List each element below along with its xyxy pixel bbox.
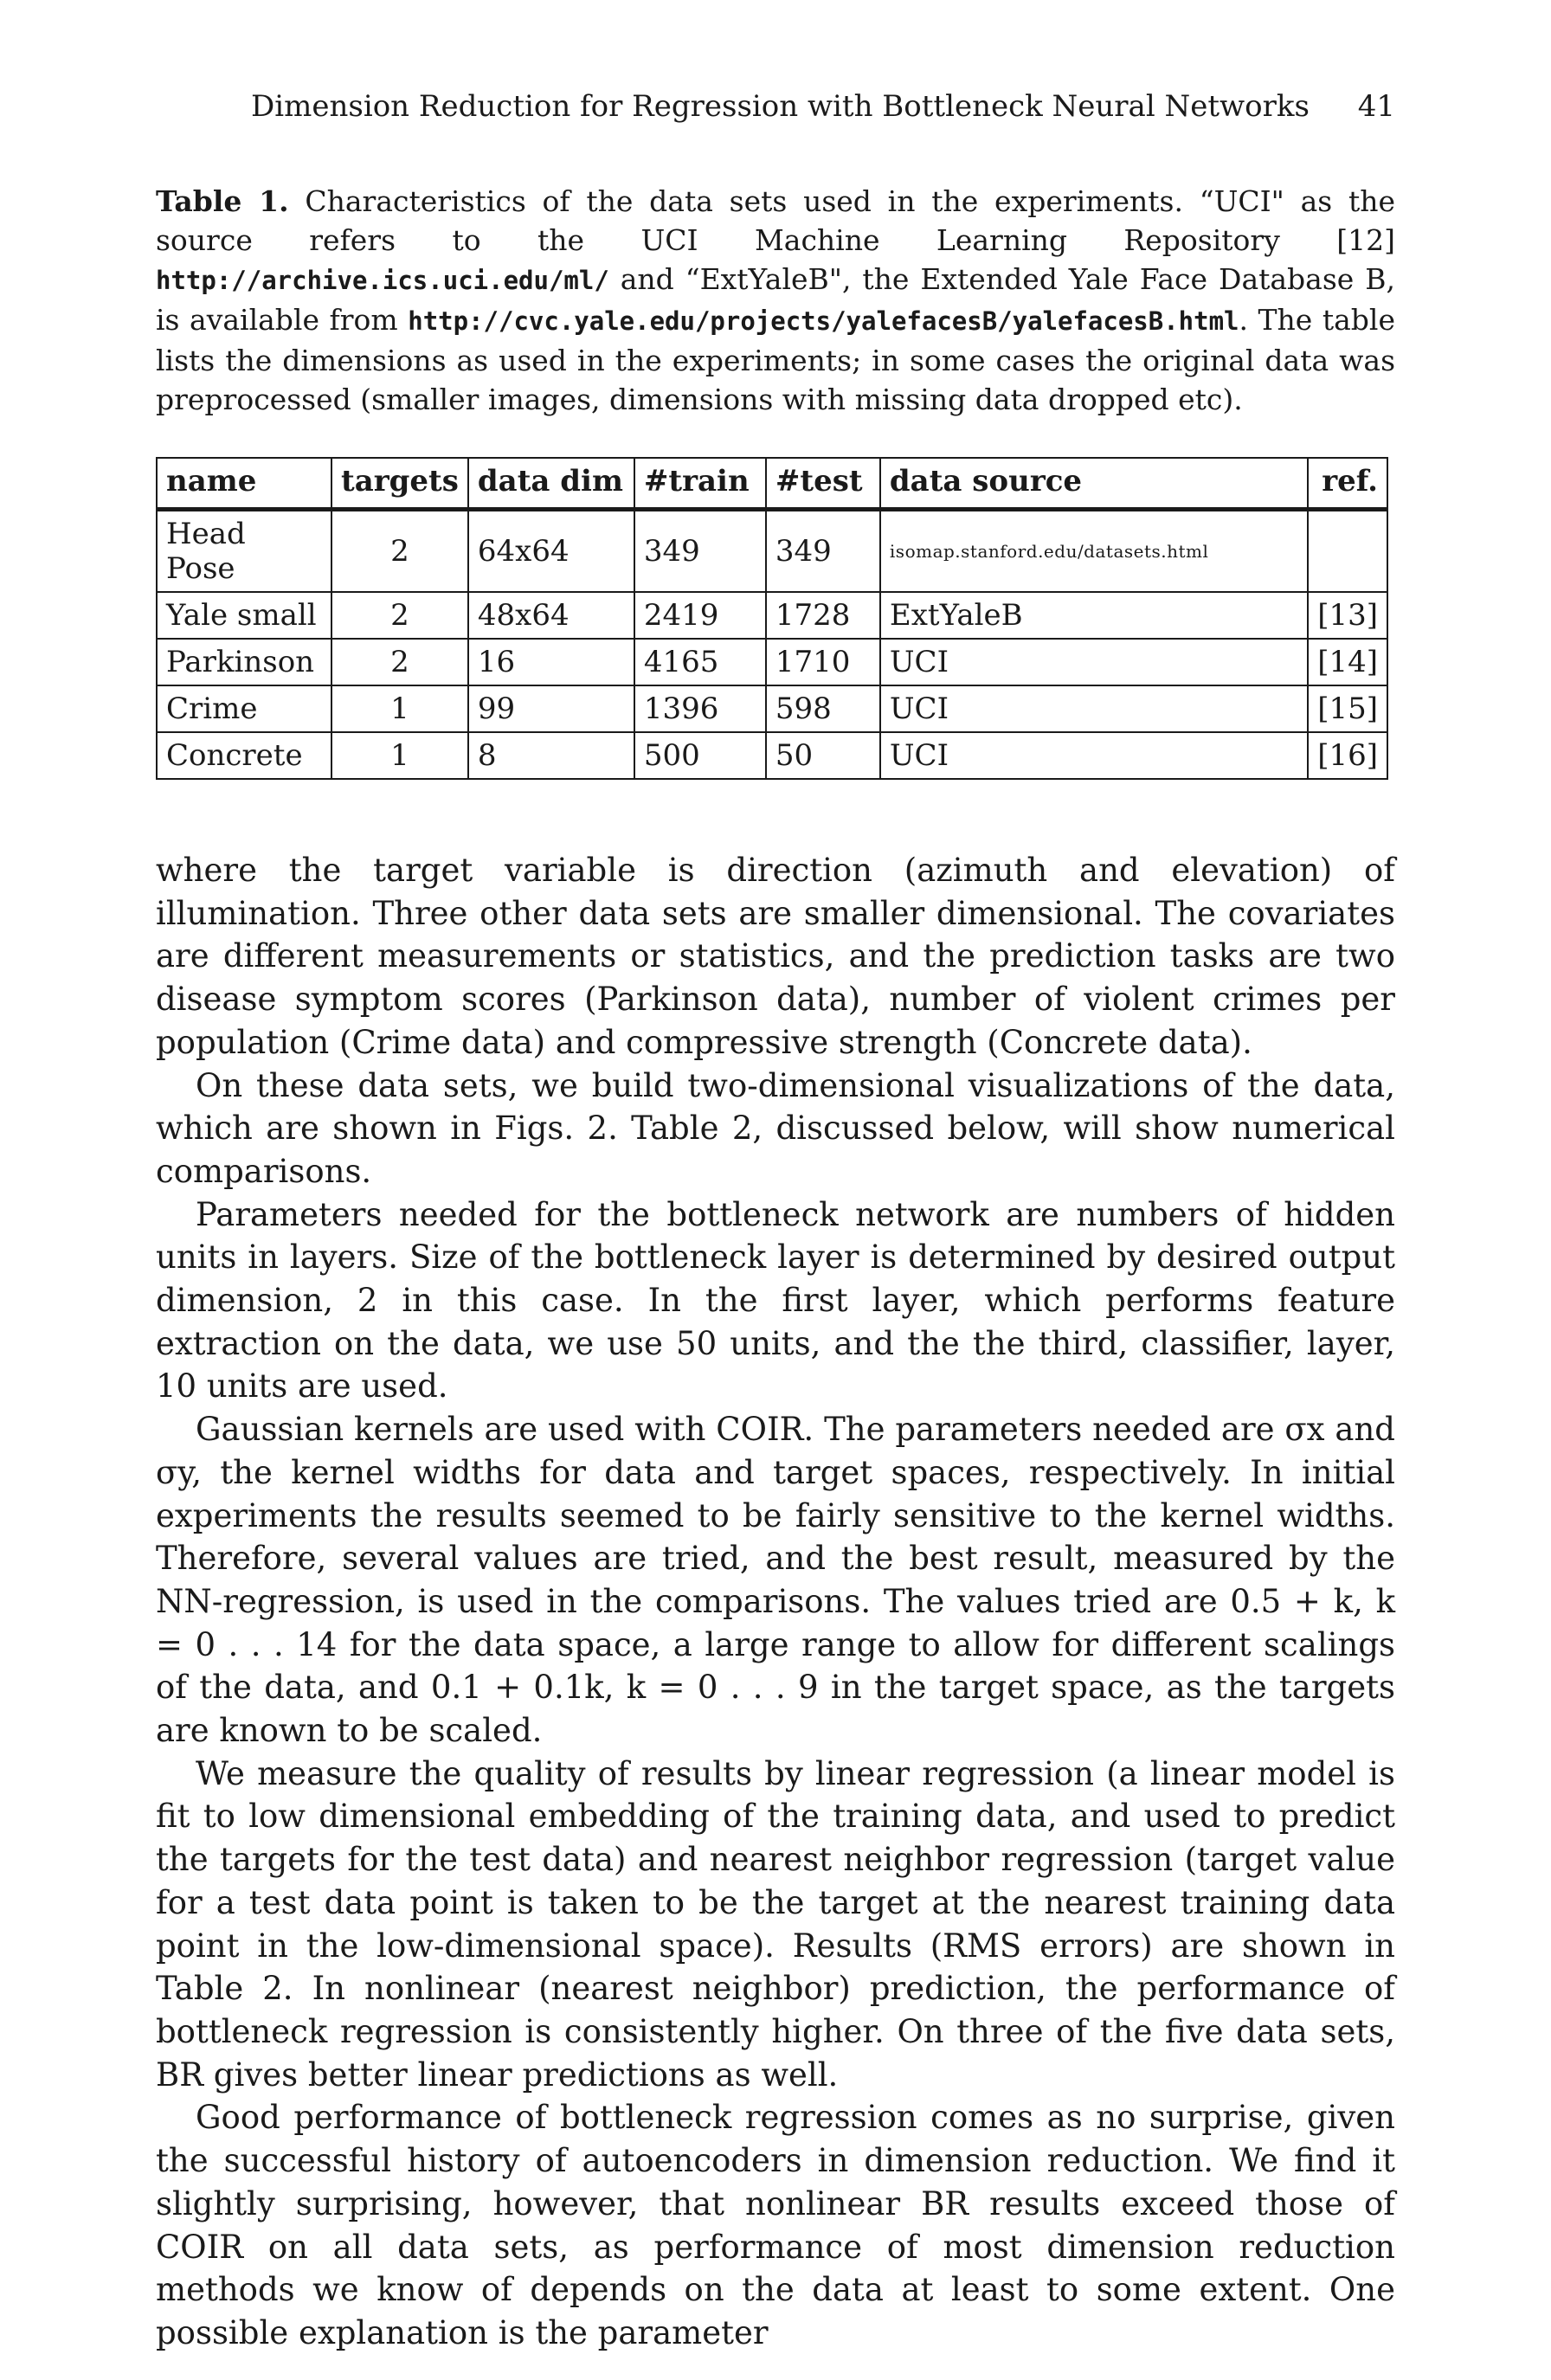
body-text [156,849,1395,2355]
cell-data-dim: 64x64 [468,510,634,593]
cell-ref: [15] [1308,685,1387,732]
col-header-targets: targets [331,458,468,510]
caption-text-2: and “ExtYaleB", the Extended Yale Face Database B, is available from [156,262,1395,337]
running-header [156,87,1395,126]
paragraph: Parameters needed for the bottleneck network are numbers of hidden units in layers. Size of the bottleneck layer is determined by desired output dimension, 2 in this case. In the first layer, which performs feature extraction on the data, we use 50 units, and the the third, classifier, layer, 10 units are used. [156,1195,1395,1405]
cell-data-source: UCI [880,639,1308,685]
cell-train: 500 [634,732,766,779]
table-row [157,732,1387,779]
cell-train: 349 [634,510,766,593]
caption-url-uci[interactable]: http://archive.ics.uci.edu/ml/ [156,266,609,295]
caption-url-yale[interactable]: http://cvc.yale.edu/projects/yalefacesB/yalefacesB.html [408,306,1239,336]
paragraph: On these data sets, we build two-dimensional visualizations of the data, which are shown in Figs. 2. Table 2, discussed below, will show numerical comparisons. [156,1066,1395,1190]
col-header-data-dim: data dim [468,458,634,510]
paragraph: where the target variable is direction (azimuth and elevation) of illumination. Three other data sets are smaller dimensional. The covariates are different measurements or statistics, and the prediction tasks are two disease symptom scores (Parkinson data), number of violent crimes per population (Crime data) and compressive strength (Concrete data). [156,852,1395,1061]
cell-name: Head Pose [157,510,331,593]
cell-targets: 1 [331,685,468,732]
cell-data-dim: 48x64 [468,592,634,639]
cell-data-source: UCI [880,685,1308,732]
table-row [157,685,1387,732]
cell-train: 1396 [634,685,766,732]
cell-data-source: UCI [880,732,1308,779]
cell-data-dim: 16 [468,639,634,685]
cell-data-dim: 99 [468,685,634,732]
col-header-name: name [157,458,331,510]
cell-name: Parkinson [157,639,331,685]
datasets-table [156,457,1388,780]
cell-test: 1728 [766,592,880,639]
cell-train: 4165 [634,639,766,685]
cell-data-source: ExtYaleB [880,592,1308,639]
table-caption [156,182,1395,419]
cell-ref [1308,510,1387,593]
table-row [157,510,1387,593]
cell-ref: [16] [1308,732,1387,779]
running-title: Dimension Reduction for Regression with Bottleneck Neural Networks [251,89,1310,124]
cell-data-dim: 8 [468,732,634,779]
cell-name: Yale small [157,592,331,639]
cell-ref: [13] [1308,592,1387,639]
cell-name: Crime [157,685,331,732]
cell-test: 349 [766,510,880,593]
caption-text-1: Characteristics of the data sets used in the experiments. “UCI" as the source refers to the UCI Machine Learning Repository [12] [156,184,1396,257]
cell-targets: 2 [331,510,468,593]
paragraph: Good performance of bottleneck regression comes as no surprise, given the successful history of autoencoders in dimension reduction. We find it slightly surprising, however, that nonlinear BR results exceed those of COIR on all data sets, as performance of most dimension reduction methods we know of depends on the data at least to some extent. One possible explanation is the parameter [156,2099,1395,2351]
caption-label: Table 1. [156,184,289,218]
cell-test: 1710 [766,639,880,685]
page-number: 41 [1357,89,1395,124]
caption-text-3: . The table lists the dimensions as used in the experiments; in some cases the original data was preprocessed (smaller images, dimensions with missing data dropped etc). [156,303,1396,416]
cell-targets: 1 [331,732,468,779]
col-header-data-source: data source [880,458,1308,510]
cell-test: 598 [766,685,880,732]
col-header-train: #train [634,458,766,510]
cell-ref: [14] [1308,639,1387,685]
paper-page [156,87,1395,2355]
cell-name: Concrete [157,732,331,779]
cell-targets: 2 [331,592,468,639]
cell-train: 2419 [634,592,766,639]
cell-data-source: isomap.stanford.edu/datasets.html [880,510,1308,593]
table-row [157,592,1387,639]
cell-test: 50 [766,732,880,779]
col-header-ref: ref. [1308,458,1387,510]
col-header-test: #test [766,458,880,510]
table-header-row [157,458,1387,510]
paragraph: We measure the quality of results by linear regression (a linear model is fit to low dimensional embedding of the training data, and used to predict the targets for the test data) and nearest neighbor regression (target value for a test data point is taken to be the target at the nearest training data point in the low-dimensional space). Results (RMS errors) are shown in Table 2. In nonlinear (nearest neighbor) prediction, the performance of bottleneck regression is consistently higher. On three of the five data sets, BR gives better linear predictions as well. [156,1754,1395,2094]
cell-targets: 2 [331,639,468,685]
table-row [157,639,1387,685]
paragraph: Gaussian kernels are used with COIR. The parameters needed are σx and σy, the kernel widths for data and target spaces, respectively. In initial experiments the results seemed to be fairly sensitive to the kernel widths. Therefore, several values are tried, and the best result, measured by the NN-regression, is used in the comparisons. The values tried are 0.5 + k, k = 0 . . . 14 for the data space, a large range to allow for different scalings of the data, and 0.1 + 0.1k, k = 0 . . . 9 in the target space, as the targets are known to be scaled. [156,1411,1395,1750]
